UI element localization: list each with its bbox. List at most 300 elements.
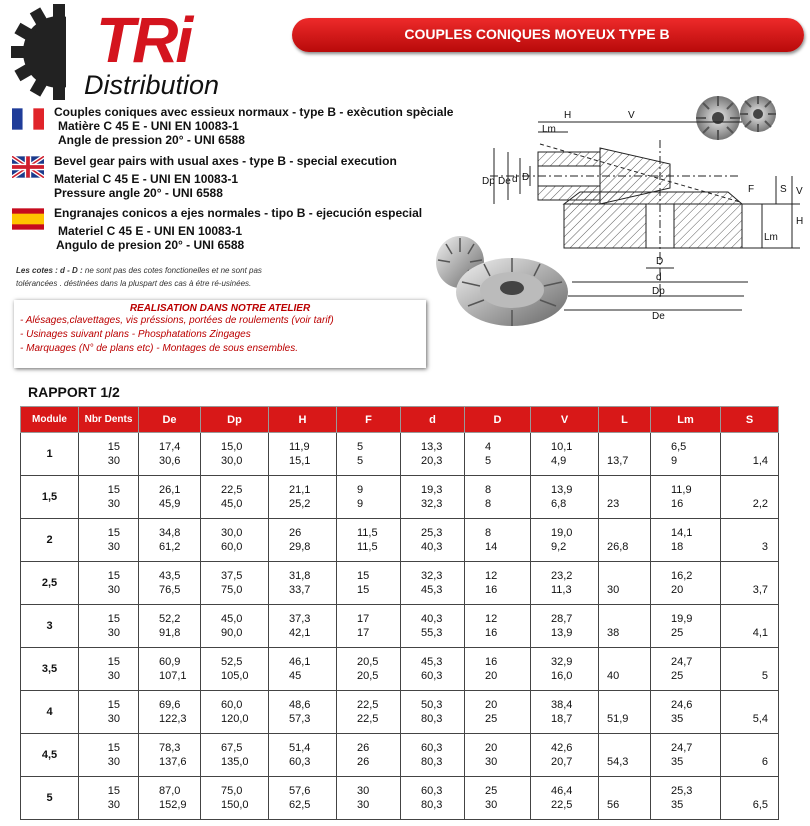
dim-label-de-bottom: De xyxy=(652,311,665,322)
cell-value: 25,3 xyxy=(671,785,693,797)
cell-d xyxy=(465,433,531,476)
cell-value: 30 xyxy=(107,756,120,768)
cell-value: 4 xyxy=(485,441,492,453)
logo-brand: TRi xyxy=(96,4,191,76)
cell-value: 20 xyxy=(485,742,498,754)
spain-flag-icon xyxy=(12,208,44,230)
cell-d xyxy=(401,519,465,562)
cell-value: 30 xyxy=(107,627,120,639)
cell-s xyxy=(721,734,779,777)
cell-value: 8 xyxy=(485,527,492,539)
cell-lm xyxy=(651,648,721,691)
cell-value: 5 xyxy=(357,441,364,453)
cell-nbr xyxy=(79,648,139,691)
cell-value: 35 xyxy=(671,713,684,725)
cell-value xyxy=(607,698,650,712)
cell-value: 2,2 xyxy=(752,498,768,510)
cell-d xyxy=(401,476,465,519)
cell-value: 15 xyxy=(107,613,120,625)
cell-value: 15 xyxy=(107,527,120,539)
cell-value: 15 xyxy=(107,570,120,582)
cell-value: 32,9 xyxy=(551,656,573,668)
cell-value: 60,3 xyxy=(289,756,311,768)
cell-value: 78,3 xyxy=(159,742,181,754)
cell-value: 26 xyxy=(289,527,302,539)
cell-value: 4,9 xyxy=(551,455,567,467)
cell-value: 45,0 xyxy=(221,498,243,510)
cell-value xyxy=(721,612,768,626)
cell-de xyxy=(139,605,201,648)
cell-de xyxy=(139,476,201,519)
dim-label-f: F xyxy=(748,184,755,195)
cell-nbr xyxy=(79,691,139,734)
cell-value: 22,5 xyxy=(551,799,573,811)
cell-value: 30 xyxy=(107,541,120,553)
cell-value: 45,3 xyxy=(421,656,443,668)
column-header: D xyxy=(465,407,531,433)
cell-dp xyxy=(201,648,269,691)
cell-value xyxy=(607,741,650,755)
cell-value: 15 xyxy=(107,785,120,797)
cell-value: 33,7 xyxy=(289,584,311,596)
table-row xyxy=(21,734,779,777)
cell-value: 11,9 xyxy=(671,484,692,496)
dim-label-lm-side: Lm xyxy=(764,232,778,243)
cell-value: 25 xyxy=(485,713,498,725)
cell-value: 45,0 xyxy=(221,613,243,625)
cell-value: 6,8 xyxy=(551,498,567,510)
cell-value: 11,5 xyxy=(357,541,378,553)
dim-label-h-side: H xyxy=(796,216,804,227)
cell-value xyxy=(721,526,768,540)
cell-value: 20,3 xyxy=(421,455,443,467)
cell-h xyxy=(269,476,337,519)
cell-value: 16 xyxy=(485,584,498,596)
lang-line: Angulo de presion 20° - UNI 6588 xyxy=(56,238,245,252)
cell-lm xyxy=(651,519,721,562)
cell-value xyxy=(721,655,768,669)
rapport-title: RAPPORT 1/2 xyxy=(28,384,120,400)
cell-value: 90,0 xyxy=(221,627,243,639)
lang-line: Engranajes conicos a ejes normales - tipo B - ejecución especial xyxy=(54,206,423,220)
cell-value: 35 xyxy=(671,799,684,811)
atelier-line: - Marquages (N° de plans etc) - Montages de sous ensembles. xyxy=(20,343,299,354)
module-cell: 1,5 xyxy=(21,476,79,519)
cell-l xyxy=(599,734,651,777)
cell-value: 60,0 xyxy=(221,699,243,711)
cell-s xyxy=(721,562,779,605)
cell-dp xyxy=(201,605,269,648)
column-header: S xyxy=(721,407,779,433)
column-header: De xyxy=(139,407,201,433)
cell-value: 5 xyxy=(357,455,364,467)
cell-value: 35 xyxy=(671,756,684,768)
cell-value: 6,5 xyxy=(671,441,687,453)
cell-value: 30 xyxy=(357,799,370,811)
cell-value: 30 xyxy=(107,498,120,510)
cell-lm xyxy=(651,691,721,734)
cell-value: 43,5 xyxy=(159,570,181,582)
cell-dp xyxy=(201,519,269,562)
cell-h xyxy=(269,734,337,777)
cell-lm xyxy=(651,734,721,777)
cell-value: 10,1 xyxy=(551,441,573,453)
cell-value: 15 xyxy=(107,441,120,453)
lang-line: Materiel C 45 E - UNI EN 10083-1 xyxy=(58,224,243,238)
cell-value: 42,6 xyxy=(551,742,573,754)
title-banner xyxy=(292,18,804,52)
cell-value: 15 xyxy=(357,570,370,582)
cell-s xyxy=(721,433,779,476)
cell-d xyxy=(401,562,465,605)
cell-value: 6,5 xyxy=(752,799,768,811)
cell-nbr xyxy=(79,605,139,648)
cell-d xyxy=(465,519,531,562)
cell-value: 18 xyxy=(671,541,684,553)
cell-value: 30 xyxy=(107,713,120,725)
cell-value xyxy=(607,526,650,540)
cell-value: 75,0 xyxy=(221,584,243,596)
cell-value: 9,2 xyxy=(551,541,567,553)
cell-s xyxy=(721,648,779,691)
cell-value: 46,1 xyxy=(289,656,311,668)
column-header: H xyxy=(269,407,337,433)
cell-value: 5 xyxy=(761,670,768,682)
cell-value: 20 xyxy=(671,584,684,596)
cell-h xyxy=(269,605,337,648)
cell-value: 120,0 xyxy=(221,713,249,725)
cell-value: 40 xyxy=(607,670,620,682)
cell-f xyxy=(337,648,401,691)
module-cell: 4,5 xyxy=(21,734,79,777)
cell-de xyxy=(139,734,201,777)
cell-value: 16 xyxy=(485,656,498,668)
cell-de xyxy=(139,648,201,691)
table-row xyxy=(21,691,779,734)
cell-value: 45,3 xyxy=(421,584,443,596)
cell-h xyxy=(269,562,337,605)
cell-value: 16 xyxy=(485,627,498,639)
module-cell: 1 xyxy=(21,433,79,476)
cell-value: 22,5 xyxy=(221,484,243,496)
module-cell: 3,5 xyxy=(21,648,79,691)
cell-value: 17 xyxy=(357,613,370,625)
cell-value: 16,2 xyxy=(671,570,693,582)
cell-value: 42,1 xyxy=(289,627,311,639)
cell-value: 15 xyxy=(107,484,120,496)
cell-value xyxy=(607,569,650,583)
cell-value xyxy=(721,741,768,755)
lang-block-fr xyxy=(54,105,453,147)
cell-value: 91,8 xyxy=(159,627,181,639)
cell-f xyxy=(337,734,401,777)
cell-d xyxy=(401,691,465,734)
cell-v xyxy=(531,519,599,562)
table-row xyxy=(21,433,779,476)
cell-value: 60,3 xyxy=(421,670,443,682)
cell-value: 26,8 xyxy=(607,541,629,553)
cell-h xyxy=(269,691,337,734)
lang-block-es xyxy=(54,206,422,252)
cell-value: 8 xyxy=(485,484,492,496)
cell-value xyxy=(607,440,650,454)
cell-f xyxy=(337,605,401,648)
column-header: L xyxy=(599,407,651,433)
atelier-line: - Alésages,clavettages, vis préssions, portées de roulements (voir tarif) xyxy=(20,315,334,326)
table-header-row xyxy=(21,407,779,433)
cell-l xyxy=(599,605,651,648)
cell-value: 13,9 xyxy=(551,627,573,639)
cell-value: 11,5 xyxy=(357,527,378,539)
cell-value: 30,6 xyxy=(159,455,181,467)
cell-nbr xyxy=(79,562,139,605)
cell-value: 23 xyxy=(607,498,620,510)
cell-value: 48,6 xyxy=(289,699,311,711)
cell-value: 13,3 xyxy=(421,441,443,453)
cell-value: 19,9 xyxy=(671,613,693,625)
cell-value: 38 xyxy=(607,627,620,639)
dim-label-d-small: d xyxy=(512,174,518,185)
dim-label-v: V xyxy=(628,110,635,121)
cell-value: 30 xyxy=(107,455,120,467)
cell-value: 30,0 xyxy=(221,455,243,467)
cell-value: 4,1 xyxy=(752,627,768,639)
cell-value: 69,6 xyxy=(159,699,181,711)
dim-label-v-side: V xyxy=(796,186,803,197)
cell-value xyxy=(607,483,650,497)
lang-line: Matière C 45 E - UNI EN 10083-1 xyxy=(58,119,239,133)
cell-value: 30 xyxy=(607,584,620,596)
cell-value: 20 xyxy=(485,670,498,682)
cell-value xyxy=(721,440,768,454)
cell-d xyxy=(401,734,465,777)
cell-l xyxy=(599,476,651,519)
cell-v xyxy=(531,433,599,476)
cell-lm xyxy=(651,777,721,820)
cell-value: 19,0 xyxy=(551,527,573,539)
cell-value: 30 xyxy=(485,756,498,768)
cell-d xyxy=(465,562,531,605)
cell-f xyxy=(337,519,401,562)
cell-value: 54,3 xyxy=(607,756,629,768)
cell-value: 13,7 xyxy=(607,455,629,467)
cell-de xyxy=(139,562,201,605)
cell-value: 30 xyxy=(107,670,120,682)
cell-f xyxy=(337,433,401,476)
cell-value xyxy=(721,483,768,497)
cell-value: 3 xyxy=(761,541,768,553)
column-header: Lm xyxy=(651,407,721,433)
cell-value: 30 xyxy=(357,785,370,797)
cell-value: 37,3 xyxy=(289,613,311,625)
cell-value: 9 xyxy=(357,498,364,510)
cell-value xyxy=(607,784,650,798)
cell-value: 17 xyxy=(357,627,370,639)
cell-value: 24,7 xyxy=(671,742,693,754)
table-row xyxy=(21,519,779,562)
cell-value: 18,7 xyxy=(551,713,573,725)
cell-d xyxy=(465,476,531,519)
cell-value: 31,8 xyxy=(289,570,311,582)
cell-v xyxy=(531,734,599,777)
cell-lm xyxy=(651,605,721,648)
cell-value: 11,3 xyxy=(551,584,572,596)
cell-value: 22,5 xyxy=(357,699,379,711)
lang-line: Angle de pression 20° - UNI 6588 xyxy=(58,133,245,147)
cell-d xyxy=(465,605,531,648)
column-header: Nbr Dents xyxy=(79,407,139,433)
cell-s xyxy=(721,605,779,648)
cell-value: 20,5 xyxy=(357,670,379,682)
cell-d xyxy=(401,605,465,648)
cell-value: 15 xyxy=(107,699,120,711)
cell-value: 61,2 xyxy=(159,541,181,553)
dim-label-dp-bottom: Dp xyxy=(652,286,665,297)
table-row xyxy=(21,648,779,691)
cell-value: 9 xyxy=(357,484,364,496)
cell-value: 15,1 xyxy=(289,455,311,467)
dim-label-d-small-bottom: d xyxy=(656,272,662,283)
cell-value: 50,3 xyxy=(421,699,443,711)
cell-value: 57,6 xyxy=(289,785,311,797)
cell-v xyxy=(531,648,599,691)
dim-label-dp: Dp xyxy=(482,176,495,187)
cell-value: 52,2 xyxy=(159,613,181,625)
note-line: tolérancées . déstinées dans la pluspart des cas à étre ré-usinées. xyxy=(16,279,252,288)
cell-l xyxy=(599,777,651,820)
cell-value: 14,1 xyxy=(671,527,693,539)
cell-value: 26,1 xyxy=(159,484,181,496)
cell-dp xyxy=(201,433,269,476)
cell-value: 51,9 xyxy=(607,713,629,725)
cell-de xyxy=(139,433,201,476)
cell-value: 14 xyxy=(485,541,498,553)
cell-dp xyxy=(201,777,269,820)
lang-line: Material C 45 E - UNI EN 10083-1 xyxy=(54,172,239,186)
cell-f xyxy=(337,476,401,519)
cell-value: 15 xyxy=(107,656,120,668)
dim-label-de: De xyxy=(498,176,511,187)
lang-line: Couples coniques avec essieux normaux - type B - exècution spèciale xyxy=(54,105,454,119)
banner-title: COUPLES CONIQUES MOYEUX TYPE B xyxy=(404,26,670,42)
cell-value: 23,2 xyxy=(551,570,573,582)
cell-value: 5 xyxy=(485,455,492,467)
cell-value: 5,4 xyxy=(752,713,768,725)
cell-lm xyxy=(651,562,721,605)
atelier-box xyxy=(14,300,426,368)
table-row xyxy=(21,777,779,820)
cell-value: 76,5 xyxy=(159,584,181,596)
cell-value: 8 xyxy=(485,498,492,510)
cell-value xyxy=(721,698,768,712)
cell-value: 45,9 xyxy=(159,498,181,510)
cell-value: 60,0 xyxy=(221,541,243,553)
cell-value: 30 xyxy=(485,799,498,811)
cell-dp xyxy=(201,691,269,734)
uk-flag-icon xyxy=(12,156,44,178)
cell-value: 46,4 xyxy=(551,785,573,797)
cell-f xyxy=(337,691,401,734)
cell-value: 15,0 xyxy=(221,441,243,453)
dim-label-d-bottom: D xyxy=(656,256,664,267)
cell-value: 55,3 xyxy=(421,627,443,639)
cell-nbr xyxy=(79,476,139,519)
cell-value: 21,1 xyxy=(289,484,311,496)
cell-value xyxy=(721,569,768,583)
cell-value: 80,3 xyxy=(421,713,443,725)
module-cell: 3 xyxy=(21,605,79,648)
column-header: Module xyxy=(21,407,79,433)
cell-d xyxy=(465,648,531,691)
cell-value: 40,3 xyxy=(421,541,443,553)
technical-drawing xyxy=(480,100,810,322)
cell-value: 11,9 xyxy=(289,441,310,453)
table-row xyxy=(21,605,779,648)
cell-value: 107,1 xyxy=(159,670,187,682)
cell-value: 51,4 xyxy=(289,742,311,754)
note-label: Les cotes : d - D : xyxy=(16,266,83,275)
gear-dimensions-table xyxy=(20,406,779,820)
cell-l xyxy=(599,691,651,734)
cell-dp xyxy=(201,476,269,519)
cell-lm xyxy=(651,433,721,476)
cell-value: 60,9 xyxy=(159,656,181,668)
cell-l xyxy=(599,433,651,476)
module-cell: 2,5 xyxy=(21,562,79,605)
cell-value: 105,0 xyxy=(221,670,249,682)
cell-value: 16 xyxy=(671,498,684,510)
cell-value: 52,5 xyxy=(221,656,243,668)
cell-value: 16,0 xyxy=(551,670,573,682)
cell-value: 13,9 xyxy=(551,484,573,496)
column-header: V xyxy=(531,407,599,433)
note-line: ne sont pas des cotes fonctionelles et ne sont pas xyxy=(84,266,262,275)
cell-v xyxy=(531,476,599,519)
cell-l xyxy=(599,519,651,562)
cell-f xyxy=(337,777,401,820)
module-cell: 5 xyxy=(21,777,79,820)
cell-s xyxy=(721,691,779,734)
cell-value: 3,7 xyxy=(752,584,768,596)
cell-value: 135,0 xyxy=(221,756,249,768)
cell-value: 1,4 xyxy=(752,455,768,467)
cell-value: 20 xyxy=(485,699,498,711)
lang-line: Bevel gear pairs with usual axes - type B - special execution xyxy=(54,154,397,168)
atelier-title: REALISATION DANS NOTRE ATELIER xyxy=(129,303,311,314)
cell-value: 32,3 xyxy=(421,498,443,510)
cell-f xyxy=(337,562,401,605)
cell-value: 25,3 xyxy=(421,527,443,539)
cell-value: 26 xyxy=(357,756,370,768)
cell-value: 37,5 xyxy=(221,570,243,582)
cell-value: 30 xyxy=(107,799,120,811)
cell-dp xyxy=(201,734,269,777)
cell-l xyxy=(599,648,651,691)
cell-value: 67,5 xyxy=(221,742,243,754)
cell-value: 17,4 xyxy=(159,441,181,453)
cell-value xyxy=(607,655,650,669)
cell-value: 38,4 xyxy=(551,699,573,711)
cell-value: 15 xyxy=(357,584,370,596)
cell-l xyxy=(599,562,651,605)
cell-value: 15 xyxy=(107,742,120,754)
cell-value: 6 xyxy=(761,756,768,768)
cell-s xyxy=(721,476,779,519)
lang-block-en xyxy=(54,154,397,200)
cell-d xyxy=(465,691,531,734)
column-header: Dp xyxy=(201,407,269,433)
cell-value: 87,0 xyxy=(159,785,181,797)
